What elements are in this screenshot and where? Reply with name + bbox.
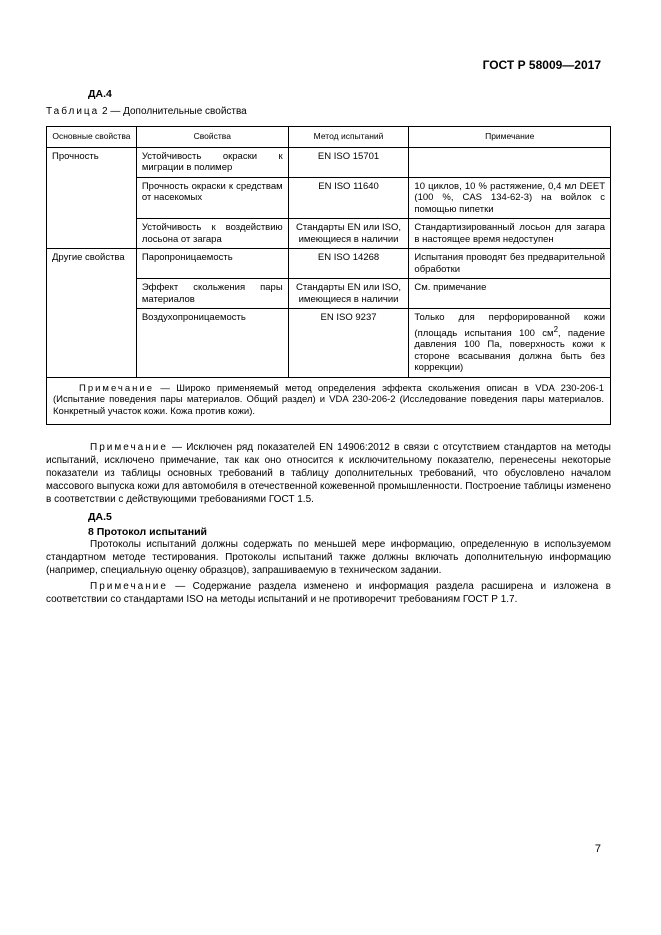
note-cell: 10 циклов, 10 % растяжение, 0,4 мл DEET (100 %, CAS 134-62-3) на войлок с помощью пипетки	[409, 177, 611, 219]
page-number: 7	[594, 843, 601, 855]
table-caption-prefix: Таблица	[46, 106, 100, 117]
method-cell: EN ISO 11640	[288, 177, 409, 219]
method-cell: Стандарты EN или ISO, имеющиеся в наличии	[288, 279, 409, 309]
table-caption-title: 2 — Дополнительные свойства	[99, 106, 247, 117]
table-header-row	[47, 127, 611, 148]
table-row	[47, 249, 611, 279]
note-cell: Стандартизированный лосьон для загара в настоящее время недоступен	[409, 219, 611, 249]
table-caption	[46, 106, 247, 117]
note-text: — Содержание раздела изменено и информация раздела расширена и изложена в соответствии со стандартами ISO на методы испытаний и не противоречит требованиям ГОСТ Р 1.7.	[46, 581, 611, 605]
section-da5-heading: ДА.5	[88, 511, 112, 523]
document-standard-number: ГОСТ Р 58009—2017	[482, 58, 601, 72]
note-cell	[409, 309, 611, 378]
header-basic-properties: Основные свойства	[47, 127, 137, 148]
note-cell	[409, 147, 611, 177]
property-cell: Прочность окраски к средствам от насекомых	[136, 177, 288, 219]
property-cell: Паропроницаемость	[136, 249, 288, 279]
method-cell: EN ISO 15701	[288, 147, 409, 177]
note-cell: См. примечание	[409, 279, 611, 309]
group-other: Другие свойства	[47, 249, 137, 378]
method-cell: EN ISO 14268	[288, 249, 409, 279]
section-8-paragraph: Протоколы испытаний должны содержать по меньшей мере информацию, определенную в используемом стандартном методе тестирования. Протоколы испытаний также должны включать дополнительную информацию (например, специальную оценку образцов), запрашиваемую в техническом задании.	[46, 539, 611, 576]
section-8-title: 8 Протокол испытаний	[88, 526, 207, 538]
table-note-text: — Широко применяемый метод определения эффекта скольжения описан в VDA 230-206-1 (Испытание поведения пары материалов. Общий раздел) и VDA 230-206-2 (Исследование поведения пары материалов. Конкретный участок кожи. Кожа против кожи).	[53, 382, 604, 417]
note-label: Примечание	[90, 581, 168, 592]
method-cell: Стандарты EN или ISO, имеющиеся в наличии	[288, 219, 409, 249]
table-note-row	[47, 377, 611, 425]
note-label: Примечание	[90, 442, 168, 453]
note-paragraph-1	[46, 441, 611, 506]
section-da4-heading: ДА.4	[88, 88, 112, 100]
note-text: , падение давления 100 Па, поверхность кожи к стороне всасывания должна быть без коррекции)	[414, 327, 606, 374]
table-row	[47, 147, 611, 177]
additional-properties-table	[46, 126, 611, 425]
table-footnote	[47, 377, 611, 425]
note-cell: Испытания проводят без предварительной обработки	[409, 249, 611, 279]
superscript: 2	[553, 324, 558, 334]
method-cell: EN ISO 9237	[288, 309, 409, 378]
note-text: — Исключен ряд показателей EN 14906:2012 в связи с отсутствием стандартов на методы испытаний, исключено примечание, так как оно относится к исключительному показателю, перенесены некоторые показатели из таблицы основных требований в таблицу дополнительных требований, что обусловлено началом массового выпуска кожи для автомобиля в отечественной кожевенной промышленности. Построение таблицы изменено в соответствии с действующими требованиями ГОСТ 1.5.	[46, 442, 611, 505]
header-properties: Свойства	[136, 127, 288, 148]
header-note: Примечание	[409, 127, 611, 148]
property-cell: Воздухопроницаемость	[136, 309, 288, 378]
table-note-label: Примечание	[79, 382, 154, 394]
property-cell: Устойчивость к воздействию лосьона от загара	[136, 219, 288, 249]
property-cell: Устойчивость окраски к миграции в полимер	[136, 147, 288, 177]
property-cell: Эффект скольжения пары материалов	[136, 279, 288, 309]
header-test-method: Метод испытаний	[288, 127, 409, 148]
group-strength: Прочность	[47, 147, 137, 249]
note-text: Только для перфорированной кожи (площадь испытания 100 см	[414, 312, 605, 339]
note-paragraph-2	[46, 580, 611, 606]
